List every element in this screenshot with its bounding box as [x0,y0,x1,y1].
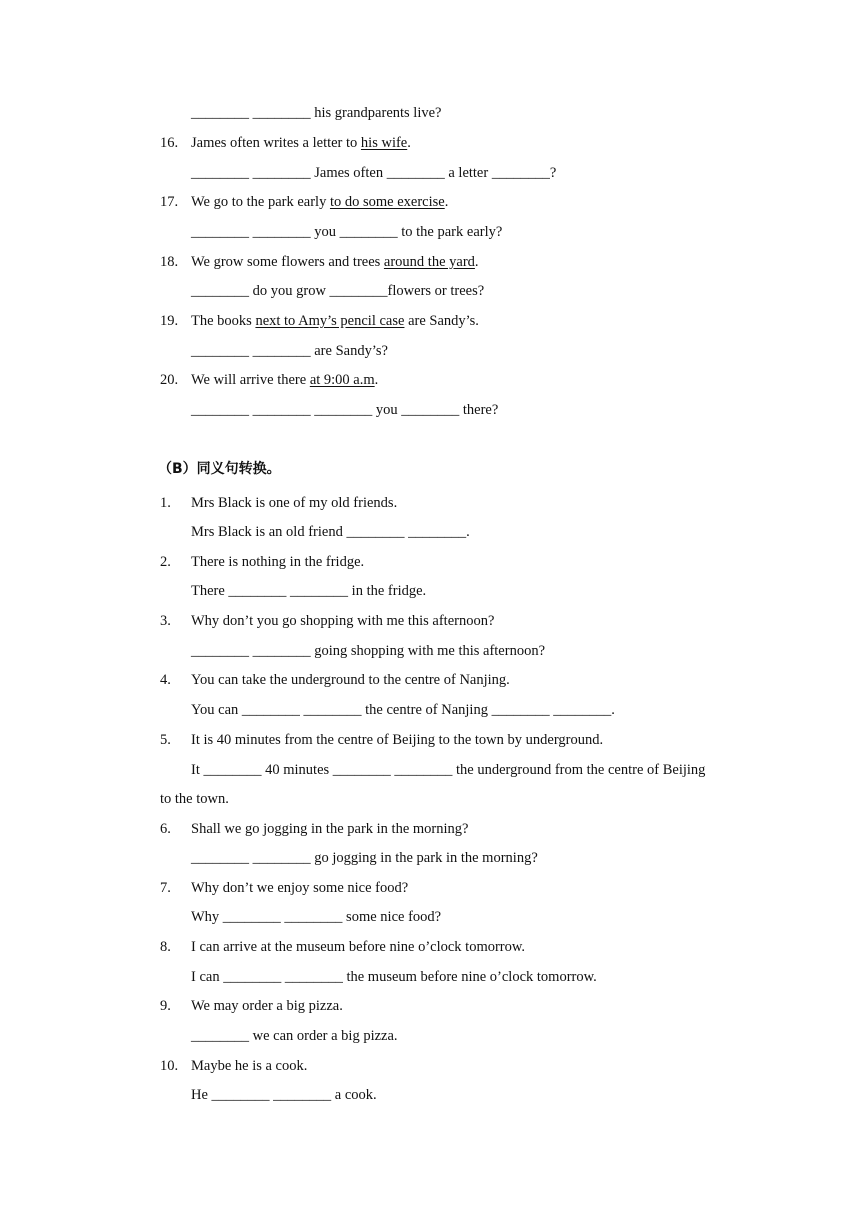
sentence-text: We go to the park early [191,194,330,210]
sentence-text: We will arrive there [191,372,310,388]
question-sentence [191,193,448,211]
item-number: 16. [160,135,179,151]
underlined-phrase: around the yard [383,254,475,270]
underlined-phrase: to do some exercise [329,194,445,210]
question-sentence: You can take the underground to the centre of Nanjing. [191,672,510,688]
item-number: 8. [160,939,171,955]
answer-line: You can ________ ________ the centre of Nanjing ________ ________. [191,702,615,718]
item-number: 5. [160,732,171,748]
item-number: 19. [160,313,179,329]
answer-line: He ________ ________ a cook. [191,1087,377,1103]
sentence-text: James often writes a letter to [191,135,361,151]
answer-line-continued: to the town. [160,791,229,807]
underlined-phrase: next to Amy’s pencil case [255,313,405,329]
item-number: 1. [160,495,171,511]
answer-line: ________ we can order a big pizza. [191,1028,398,1044]
sentence-text: . [444,194,449,210]
item-number: 4. [160,672,171,688]
question-sentence [191,134,411,152]
answer-line: ________ ________ his grandparents live? [191,105,442,121]
section-title: （B）同义句转换。 [158,461,281,477]
answer-line: Mrs Black is an old friend ________ ________. [191,524,470,540]
sentence-text: . [474,254,479,270]
answer-line: Why ________ ________ some nice food? [191,909,442,925]
item-number: 9. [160,998,171,1014]
question-sentence: Shall we go jogging in the park in the morning? [191,821,469,837]
answer-line: ________ ________ going shopping with me this afternoon? [191,643,546,659]
sentence-text: . [374,372,379,388]
underlined-phrase: his wife [360,135,408,151]
question-sentence [191,312,479,330]
item-number: 3. [160,613,171,629]
sentence-text: We grow some flowers and trees [191,254,384,270]
sentence-text: . [407,135,411,151]
item-number: 6. [160,821,171,837]
item-number: 7. [160,880,171,896]
answer-line: It ________ 40 minutes ________ ________ the underground from the centre of Beijing [191,762,706,778]
question-sentence: There is nothing in the fridge. [191,554,365,570]
answer-line: ________ ________ you ________ to the park early? [191,224,503,240]
sentence-text: are Sandy’s. [404,313,479,329]
item-number: 2. [160,554,171,570]
question-sentence: It is 40 minutes from the centre of Beijing to the town by underground. [191,732,604,748]
answer-line: ________ ________ James often ________ a letter ________? [191,165,557,181]
item-number: 10. [160,1058,179,1074]
question-sentence: We may order a big pizza. [191,998,343,1014]
question-sentence [191,371,378,389]
answer-line: ________ do you grow ________flowers or trees? [191,283,485,299]
answer-line: There ________ ________ in the fridge. [191,583,427,599]
answer-line: ________ ________ go jogging in the park in the morning? [191,850,538,866]
question-sentence [191,253,479,271]
item-number: 17. [160,194,179,210]
question-sentence: I can arrive at the museum before nine o’clock tomorrow. [191,939,526,955]
item-number: 18. [160,254,179,270]
underlined-phrase: at 9:00 a.m [309,372,375,388]
answer-line: ________ ________ are Sandy’s? [191,343,388,359]
question-sentence: Maybe he is a cook. [191,1058,308,1074]
answer-line: ________ ________ ________ you ________ there? [191,402,499,418]
sentence-text: The books [191,313,256,329]
question-sentence: Why don’t we enjoy some nice food? [191,880,409,896]
question-sentence: Mrs Black is one of my old friends. [191,495,398,511]
question-sentence: Why don’t you go shopping with me this afternoon? [191,613,495,629]
item-number: 20. [160,372,179,388]
answer-line: I can ________ ________ the museum before nine o’clock tomorrow. [191,969,597,985]
